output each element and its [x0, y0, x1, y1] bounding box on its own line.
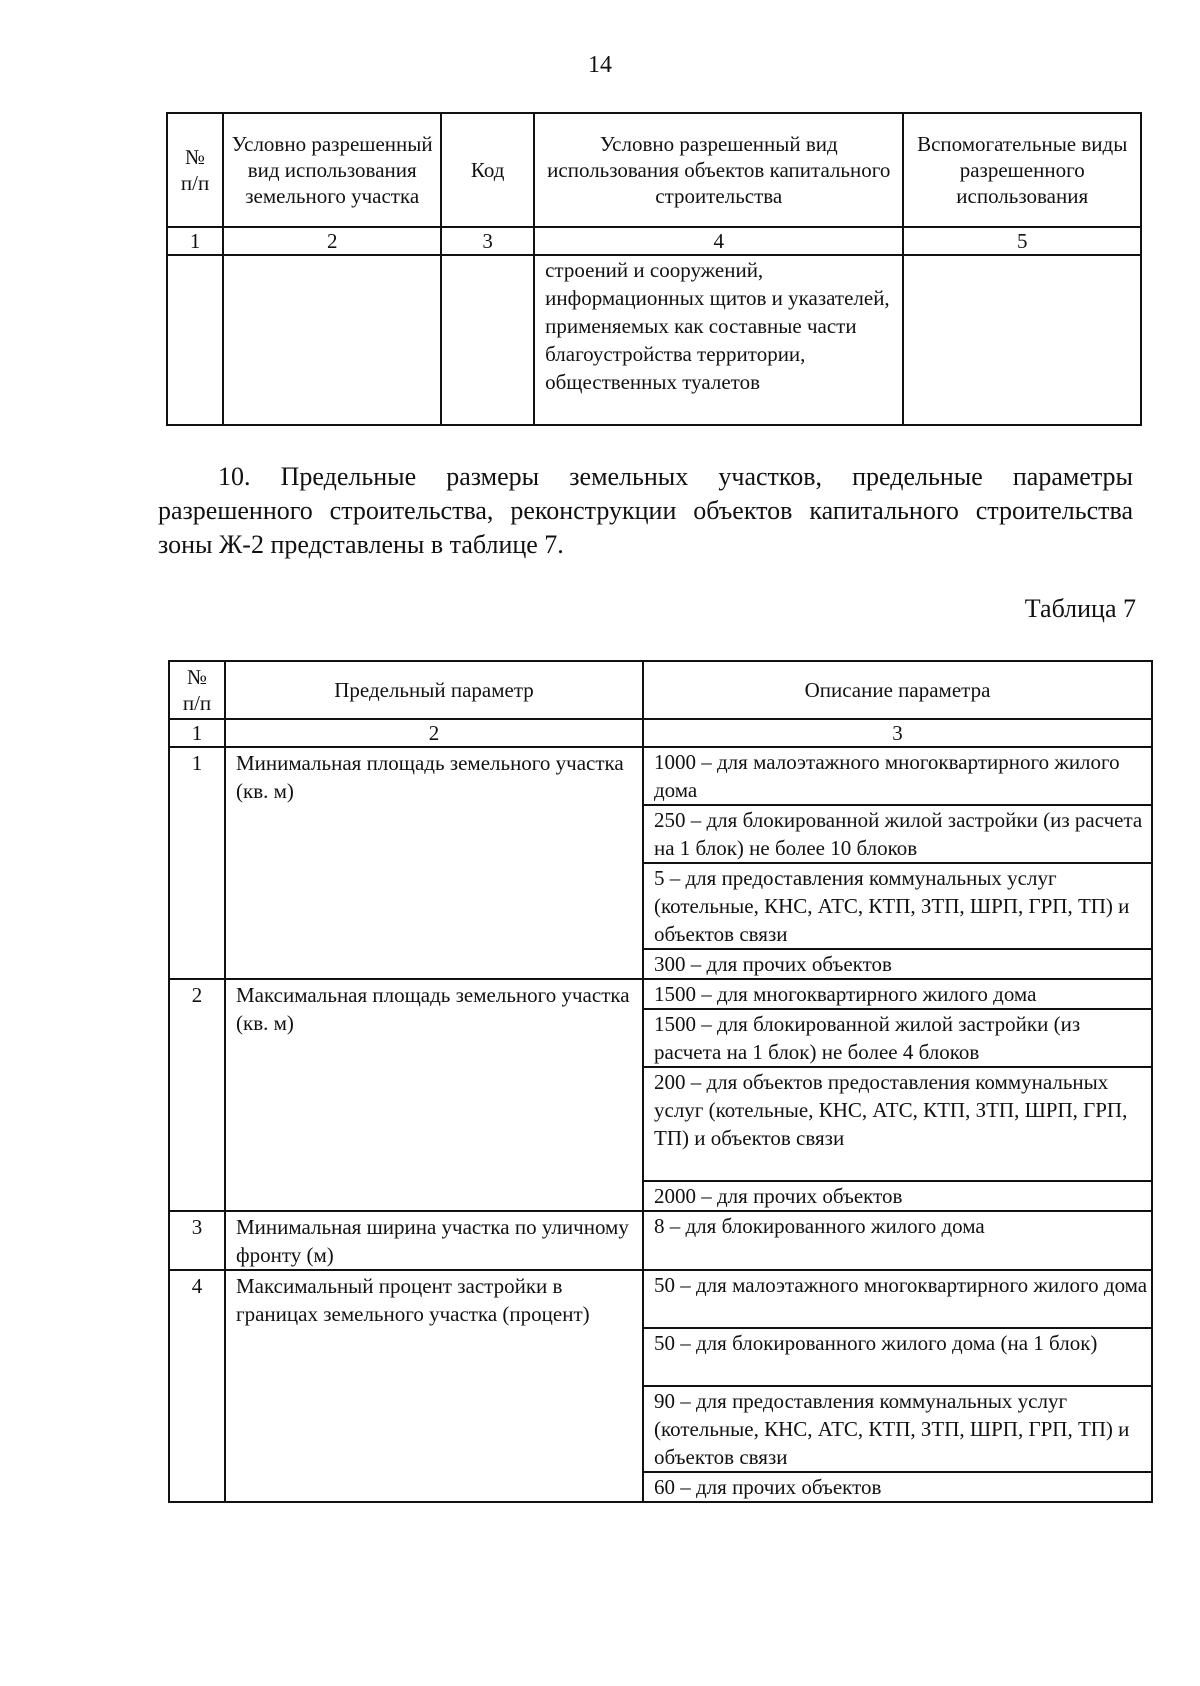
header-cell [225, 661, 643, 719]
column-number: 2 [223, 227, 441, 255]
parameter-value: 90 – для предоставления коммунальных услуг (котельные, КНС, АТС, КТП, ЗТП, ШРП, ГРП, ТП) и объектов связи [643, 1386, 1152, 1472]
header-construction-use: Условно разрешенный вид использования объектов капитального строительства [547, 132, 891, 208]
table-header-row [167, 113, 1141, 227]
header-land-use: Условно разрешенный вид использования земельного участка [231, 132, 433, 208]
parameter-value: 250 – для блокированной жилой застройки (из расчета на 1 блок) не более 10 блоков [643, 805, 1152, 863]
header-cell [903, 113, 1141, 227]
parameter-name: Минимальная площадь земельного участка (кв. м) [225, 747, 643, 979]
table-cell [441, 255, 534, 425]
table-row [169, 1270, 1152, 1328]
parameter-value: 8 – для блокированного жилого дома [643, 1211, 1152, 1270]
parameters-table [168, 660, 1153, 1503]
parameter-value: 1000 – для малоэтажного многоквартирного жилого дома [643, 747, 1152, 805]
column-number-row [167, 227, 1141, 255]
parameter-value: 5 – для предоставления коммунальных услуг (котельные, КНС, АТС, КТП, ЗТП, ШРП, ГРП, ТП) и объектов связи [643, 863, 1152, 949]
column-number: 4 [534, 227, 903, 255]
table-row [169, 979, 1152, 1009]
column-number: 5 [903, 227, 1141, 255]
header-description: Описание параметра [804, 678, 991, 702]
table-cell [903, 255, 1141, 425]
table-cell-construction-use: строений и сооружений, информационных щитов и указателей, применяемых как составные части благоустройства территории, общественных туалетов [534, 255, 903, 425]
row-number: 4 [169, 1270, 225, 1502]
row-number: 2 [169, 979, 225, 1211]
header-code: Код [470, 158, 505, 182]
parameter-name: Минимальная ширина участка по уличному фронту (м) [225, 1211, 643, 1270]
header-cell [534, 113, 903, 227]
row-number: 3 [169, 1211, 225, 1270]
parameter-value: 60 – для прочих объектов [643, 1472, 1152, 1502]
parameter-value: 300 – для прочих объектов [643, 949, 1152, 979]
header-parameter: Предельный параметр [334, 678, 534, 702]
page-number: 14 [588, 52, 612, 78]
paragraph-10: 10. Предельные размеры земельных участков, предельные параметры разрешенного строительства, реконструкции объектов капитального строительства зоны Ж-2 представлены в таблице 7. [158, 462, 1133, 559]
land-use-table [166, 112, 1142, 426]
table-cell [223, 255, 441, 425]
column-number: 3 [441, 227, 534, 255]
parameter-value: 50 – для малоэтажного многоквартирного жилого дома [643, 1270, 1152, 1328]
row-number: 1 [169, 747, 225, 979]
header-cell [169, 661, 225, 719]
parameter-value: 50 – для блокированного жилого дома (на 1 блок) [643, 1328, 1152, 1386]
parameter-value: 200 – для объектов предоставления коммунальных услуг (котельные, КНС, АТС, КТП, ЗТП, ШРП, ГРП, ТП) и объектов связи [643, 1067, 1152, 1181]
parameter-value: 1500 – для блокированной жилой застройки (из расчета на 1 блок) не более 4 блоков [643, 1009, 1152, 1067]
column-number: 1 [167, 227, 223, 255]
parameter-value: 2000 – для прочих объектов [643, 1181, 1152, 1211]
parameter-value: 1500 – для многоквартирного жилого дома [643, 979, 1152, 1009]
table-cell [167, 255, 223, 425]
column-number: 3 [643, 719, 1152, 747]
column-number-row [169, 719, 1152, 747]
header-cell [223, 113, 441, 227]
column-number: 2 [225, 719, 643, 747]
table-row [169, 1211, 1152, 1270]
header-cell [441, 113, 534, 227]
table-row [167, 255, 1141, 425]
header-cell [643, 661, 1152, 719]
column-number: 1 [169, 719, 225, 747]
table-header-row [169, 661, 1152, 719]
header-num: № п/п [180, 145, 210, 195]
parameter-name: Максимальная площадь земельного участка (кв. м) [225, 979, 643, 1211]
header-num: № п/п [182, 665, 212, 715]
parameter-name: Максимальный процент застройки в границах земельного участка (процент) [225, 1270, 643, 1502]
header-auxiliary-use: Вспомогательные виды разрешенного использования [917, 132, 1128, 208]
header-cell [167, 113, 223, 227]
table-row [169, 747, 1152, 805]
table-caption: Таблица 7 [1024, 594, 1136, 623]
